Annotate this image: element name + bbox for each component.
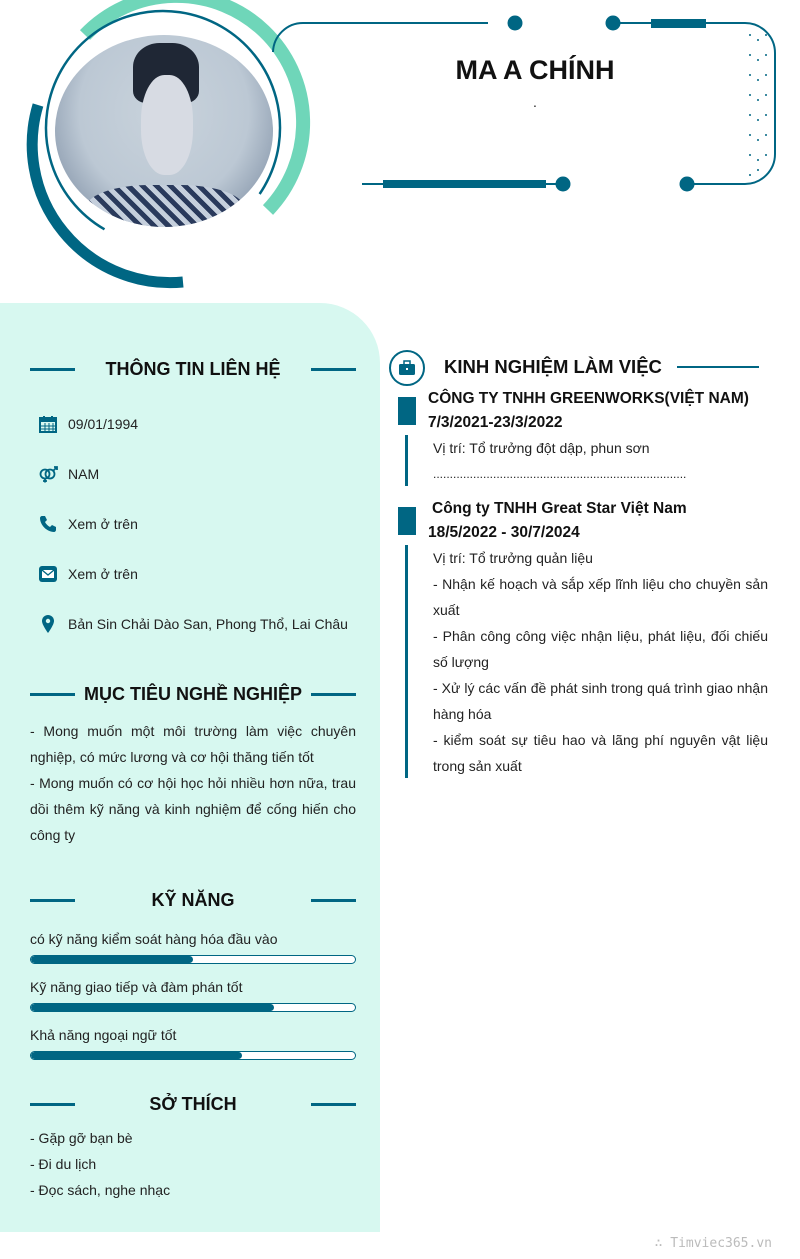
skill-label: Kỹ năng giao tiếp và đàm phán tốt (30, 979, 243, 995)
skill-bar-fill (31, 1004, 274, 1011)
skill-bar-fill (31, 956, 193, 963)
avatar (55, 35, 273, 227)
calendar-icon (38, 414, 58, 434)
phone-icon (38, 514, 58, 534)
skill-bar (30, 1051, 356, 1060)
skill-bar (30, 955, 356, 964)
job-timeline (405, 545, 408, 778)
email-item: Xem ở trên (38, 564, 138, 584)
candidate-name: MA A CHÍNH (455, 55, 615, 85)
hobby-item: - Đọc sách, nghe nhạc (30, 1182, 171, 1198)
gender-icon (38, 464, 58, 484)
address-item: Bản Sin Chải Dào San, Phong Thổ, Lai Châu (38, 614, 348, 634)
gender-item: NAM (38, 464, 99, 484)
skill-label: có kỹ năng kiểm soát hàng hóa đầu vào (30, 931, 278, 947)
hobby-item: - Đi du lịch (30, 1156, 97, 1172)
objective-section-title: MỤC TIÊU NGHỀ NGHIỆP (30, 682, 356, 706)
hobby-item: - Gặp gỡ bạn bè (30, 1130, 133, 1146)
job-period: 18/5/2022 - 30/7/2024 (428, 524, 580, 541)
email-icon (38, 564, 58, 584)
job-description: Vị trí: Tổ trưởng đột dập, phun sơn ............................................................................ (433, 440, 687, 481)
job-period: 7/3/2021-23/3/2022 (428, 414, 563, 431)
job-description: Vị trí: Tổ trưởng quản liệu - Nhận kế hoạch và sắp xếp lĩnh liệu cho chuyền sản xuất - Phân công công việc nhận liệu, phát liệu, đối chiếu số lượng - Xử lý các vấn đề phát sinh trong quá trình giao nhận hàng hóa - kiểm soát sự tiêu hao và lãng phí nguyên vật liệu trong sản xuất (433, 550, 768, 774)
skill-bar-fill (31, 1052, 242, 1059)
contact-section-title: THÔNG TIN LIÊN HỆ (30, 357, 356, 381)
briefcase-icon (388, 349, 426, 387)
job-company: CÔNG TY TNHH GREENWORKS(VIỆT NAM) (428, 390, 749, 407)
job-marker (398, 507, 416, 535)
birthdate-item: 09/01/1994 (38, 414, 138, 434)
phone-item: Xem ở trên (38, 514, 138, 534)
location-icon (38, 614, 58, 634)
watermark: ∴ Timviec365.vn (654, 1236, 772, 1251)
candidate-subtitle: . (533, 94, 537, 110)
hobbies-section-title: SỞ THÍCH (30, 1092, 356, 1116)
job-company: Công ty TNHH Great Star Việt Nam (432, 500, 687, 517)
divider (677, 366, 759, 368)
objective-text: - Mong muốn một môi trường làm việc chuyên nghiệp, có mức lương và cơ hội thăng tiến tốt - Mong muốn có cơ hội học hỏi nhiều hơn nữa, trau dồi thêm kỹ năng và kinh nghiệm để cống hiến cho công ty (30, 723, 356, 843)
job-marker (398, 397, 416, 425)
skill-bar (30, 1003, 356, 1012)
experience-section-title: KINH NGHIỆM LÀM VIỆC (444, 356, 662, 377)
skill-label: Khả năng ngoại ngữ tốt (30, 1027, 177, 1043)
job-timeline (405, 435, 408, 486)
skills-section-title: KỸ NĂNG (30, 888, 356, 912)
